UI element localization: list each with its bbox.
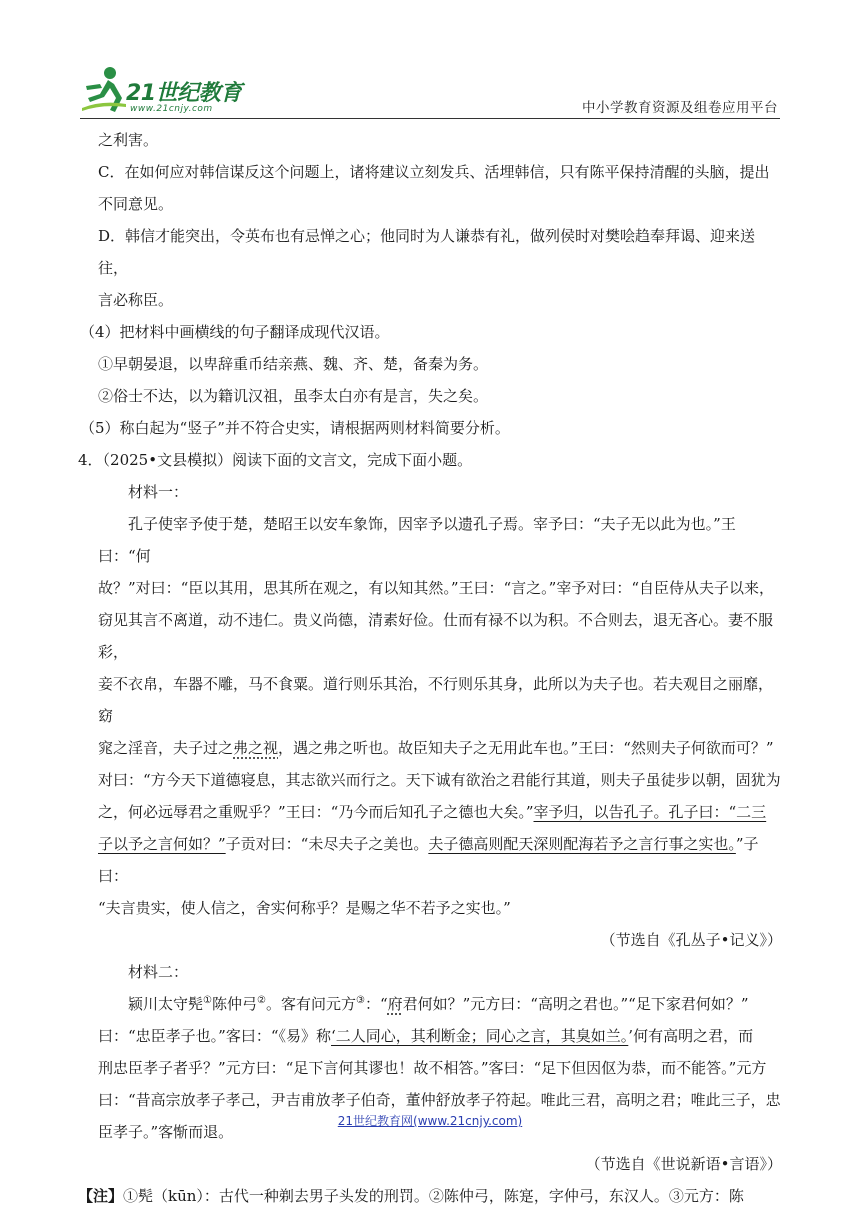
runner-logo-icon: [80, 64, 128, 116]
text-span: 之，何必远辱君之重贶乎？”王曰：“乃今而后知孔子之德也大矣。”: [98, 803, 534, 821]
m1-line: [98, 732, 782, 764]
text-span: 陈仲弓: [211, 995, 257, 1013]
m2-line: [98, 1020, 782, 1052]
note-text: ①髡（kūn）：古代一种剃去男子头发的刑罚。②陈仲弓，陈寔，字仲弓，东汉人。③元方：陈: [123, 1187, 744, 1205]
text-span: ’何有高明之君，而: [628, 1027, 754, 1045]
underlined-text: 宰予归，以告孔子。孔子曰：“二三: [533, 803, 767, 821]
platform-name: 中小学教育资源及组卷应用平台: [582, 100, 778, 116]
text-span: ，遇之弗之听也。故臣知夫子之无用此车也。”王曰：“然则夫子何欲而可？”: [278, 739, 774, 757]
footnote-mark: ③: [355, 995, 365, 1006]
sentence-2: ②俗士不达，以为籍讥汉祖，虽李太白亦有是言，失之矣。: [98, 387, 489, 405]
m1-line: 窃见其言不离道，动不违仁。贵义尚德，清素好俭。仕而有禄不以为积。不合则去，退无吝心。妻不服彩，: [98, 611, 774, 661]
m2-source: （节选自《世说新语•言语》）: [585, 1155, 782, 1173]
page-header: [80, 62, 780, 120]
text-span: 窕之淫音，夫子过之: [98, 739, 234, 757]
m1-line: 对曰：“方今天下道德寝息，其志欲兴而行之。天下诚有欲治之君能行其道，则夫子虽徒步以朝，固犹为: [98, 771, 781, 789]
m1-line: [98, 828, 782, 892]
option-d-cont: 言必称臣。: [98, 291, 174, 309]
item-4: 4．（2025•文县模拟）阅读下面的文言文，完成下面小题。: [78, 451, 473, 469]
note: [78, 1180, 782, 1212]
question-5: （5）称白起为“竖子”并不符合史实，请根据两则材料简要分析。: [80, 419, 510, 437]
m2-line: 臣孝子。”客惭而退。: [98, 1123, 234, 1141]
logo-title: 21世纪教育: [126, 81, 242, 106]
underlined-text: ‘二人同心，其利断金；同心之言，其臭如兰。: [331, 1027, 629, 1045]
m1-source: （节选自《孔丛子•记义》）: [600, 931, 782, 949]
m1-line: “夫言贵实，使人信之，舍实何称乎？是赐之华不若予之实也。”: [98, 899, 511, 917]
m1-line: 妾不衣帛，车器不雕，马不食粟。道行则乐其治，不行则乐其身，此所以为夫子也。若夫观目之丽靡，窈: [98, 675, 774, 725]
m1-line: [98, 796, 782, 828]
m2-line: 曰：“昔高宗放孝子孝己，尹吉甫放孝子伯奇，董仲舒放孝子符起。唯此三君，高明之君；唯此三子，忠: [98, 1091, 781, 1109]
material-1-label: 材料一：: [128, 483, 189, 501]
underlined-text: 子以予之言何如？”: [98, 835, 226, 853]
m2-line: [98, 988, 782, 1020]
sentence-1: ①早朝晏退，以卑辞重币结亲燕、魏、齐、楚，备秦为务。: [98, 355, 489, 373]
footnote-mark: ①: [203, 995, 212, 1006]
note-label: 【注】: [78, 1187, 124, 1205]
material-2-label: 材料二：: [128, 963, 189, 981]
text-span: ”子曰：: [98, 835, 759, 885]
dotted-text: 弗之视: [233, 739, 279, 757]
text-line: 之利害。: [98, 131, 159, 149]
logo-url: www.21cnjy.com: [130, 104, 213, 114]
text-span: 。客有问元方: [265, 995, 356, 1013]
option-c: C．在如何应对韩信谋反这个问题上，诸将建议立刻发兵、活埋韩信，只有陈平保持清醒的头脑，提出: [98, 163, 770, 181]
text-span: 曰：“忠臣孝子也。”客曰：“《易》称: [98, 1027, 332, 1045]
option-c-cont: 不同意见。: [98, 195, 174, 213]
dotted-text: 府: [387, 995, 403, 1013]
question-4: （4）把材料中画横线的句子翻译成现代汉语。: [80, 323, 390, 341]
text-span: 颍川太守髡: [128, 995, 204, 1013]
m1-line: 故？”对曰：“臣以其用，思其所在观之，有以知其然。”王曰：“言之。”宰予对曰：“自臣侍从夫子以来，: [98, 579, 775, 597]
text-span: 子贡对曰：“未尽夫子之美也。: [225, 835, 429, 853]
footer-link[interactable]: 21世纪教育网(www.21cnjy.com): [337, 1114, 523, 1128]
document-body: [78, 124, 782, 1212]
logo: [80, 62, 260, 118]
m2-line: 刑忠臣孝子者乎？”元方曰：“足下言何其谬也！故不相答。”客曰：“足下但因伛为恭，而不能答。”元方: [98, 1059, 767, 1077]
m1-line: 孔子使宰予使于楚，楚昭王以安车象饰，因宰予以遗孔子焉。宰予曰：“夫子无以此为也。”王曰：“何: [98, 515, 736, 565]
header-rule: [80, 118, 780, 119]
text-span: 君何如？”元方曰：“高明之君也。”“足下家君何如？”: [402, 995, 749, 1013]
text-span: ：“: [364, 995, 388, 1013]
option-d: D．韩信才能突出，令英布也有忌惮之心；他同时为人谦恭有礼，做列侯时对樊哙趋奉拜谒、迎来送往，: [98, 227, 756, 277]
footnote-mark: ②: [257, 995, 266, 1006]
underlined-text: 夫子德高则配天深则配海若予之言行事之实也。: [428, 835, 736, 853]
